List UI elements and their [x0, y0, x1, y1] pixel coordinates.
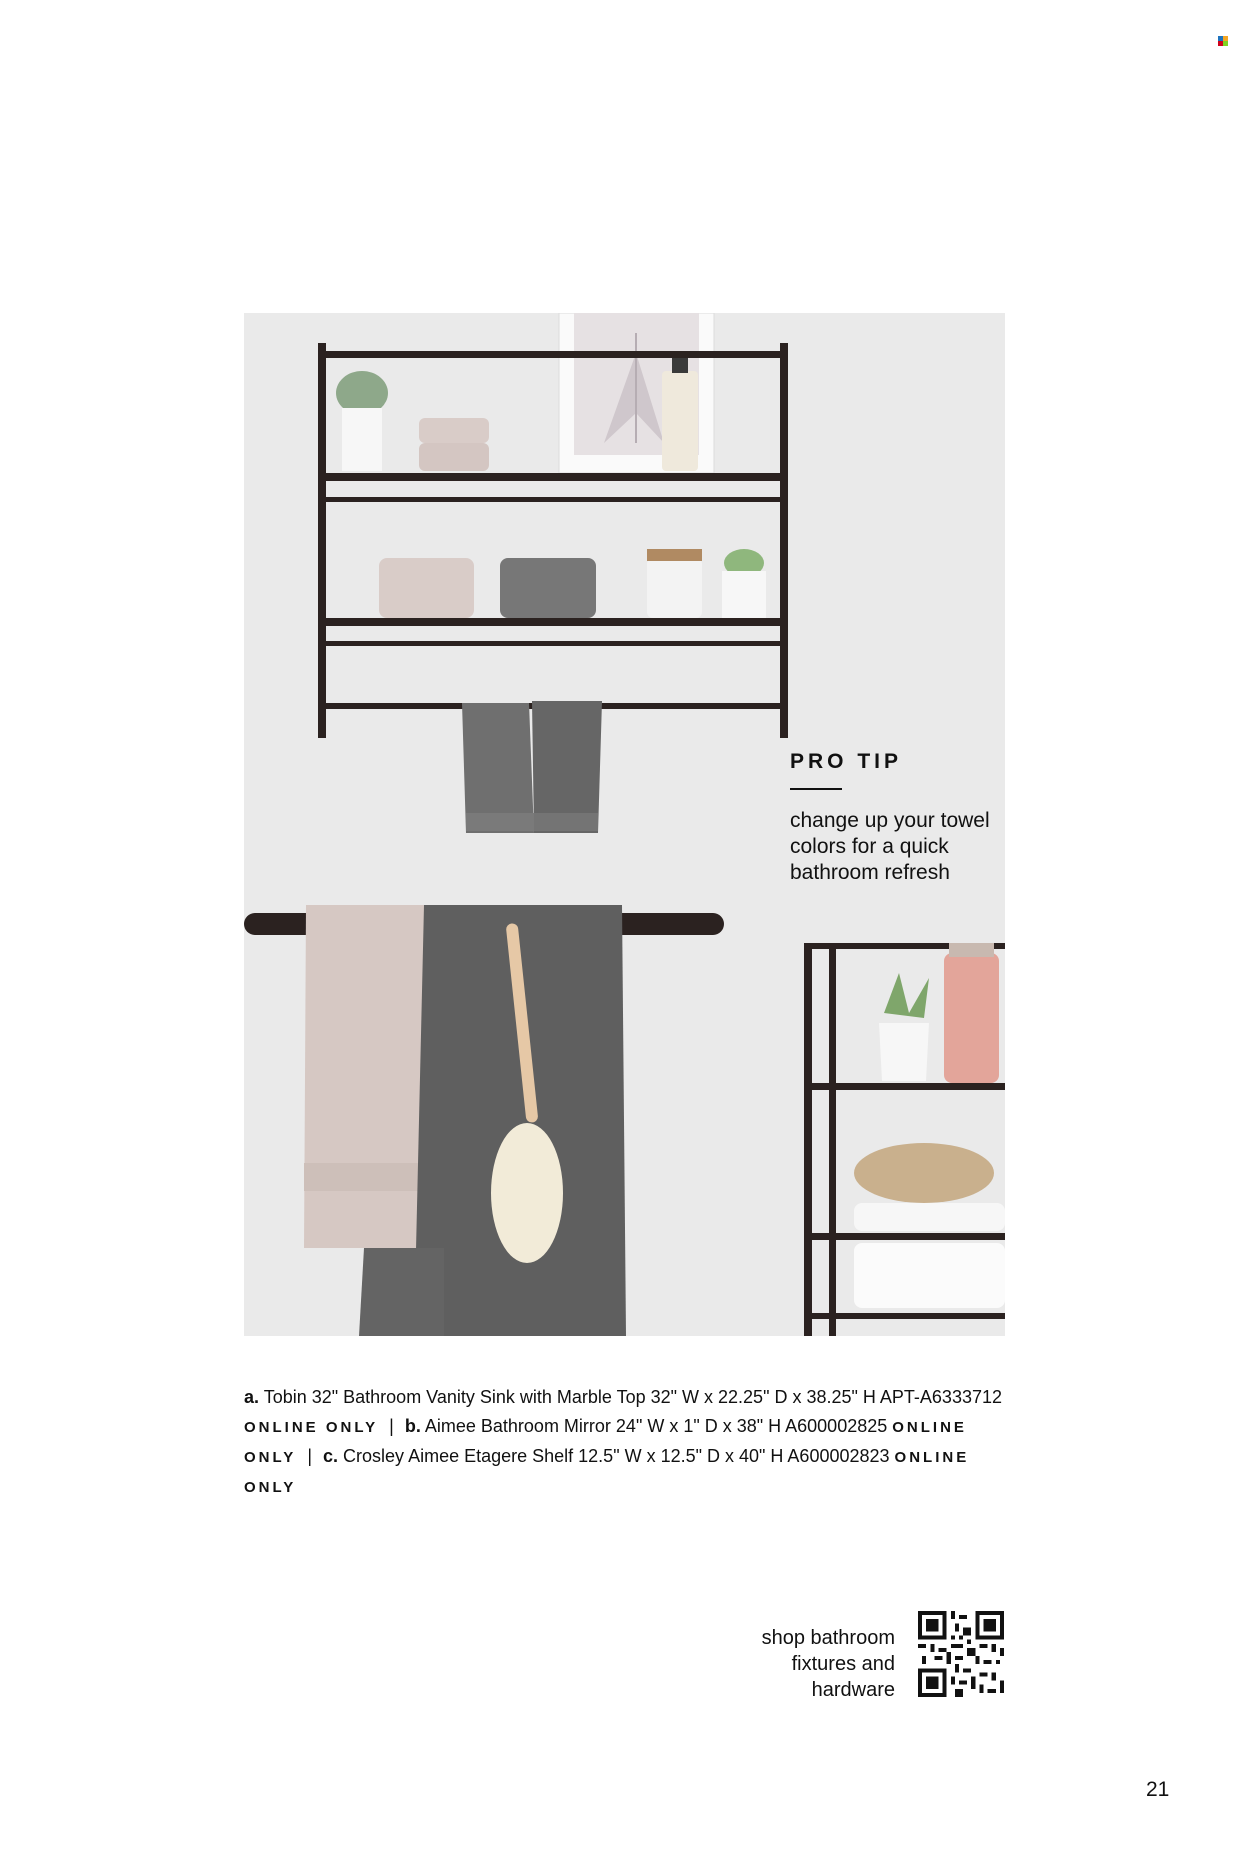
pro-tip-box [790, 750, 1000, 886]
pro-tip-divider [790, 788, 842, 790]
caption-letter-b: b. [404, 1416, 421, 1436]
shop-link-text[interactable] [700, 1625, 895, 1703]
qr-code-icon[interactable] [918, 1611, 1004, 1697]
page-number: 21 [1146, 1778, 1170, 1801]
caption-letter-a: a. [244, 1387, 260, 1407]
caption-text-b: Aimee Bathroom Mirror 24" W x 1" D x 38" H A600002825 [424, 1416, 888, 1436]
shop-line-2: fixtures and [791, 1653, 895, 1675]
caption-text-a: Tobin 32" Bathroom Vanity Sink with Marble Top 32" W x 22.25" D x 38.25" H APT-A6333712 [263, 1387, 1002, 1407]
shop-line-3: hardware [811, 1679, 895, 1701]
caption-text-c: Crosley Aimee Etagere Shelf 12.5" W x 12.5" D x 40" H A600002823 [343, 1446, 890, 1466]
caption-separator: | [307, 1446, 312, 1466]
caption-availability-b: ONLINE ONLY [244, 1419, 967, 1466]
caption-separator: | [389, 1416, 394, 1436]
brand-mark-icon [1218, 36, 1228, 46]
caption-letter-c: c. [323, 1446, 339, 1466]
product-caption [244, 1383, 1014, 1502]
shop-line-1: shop bathroom [761, 1627, 895, 1649]
caption-availability-a: ONLINE ONLY [244, 1419, 379, 1436]
pro-tip-heading: PRO TIP [790, 750, 903, 773]
caption-availability-c: ONLINE ONLY [244, 1449, 970, 1496]
pro-tip-body: change up your towel colors for a quick bathroom refresh [790, 809, 990, 884]
